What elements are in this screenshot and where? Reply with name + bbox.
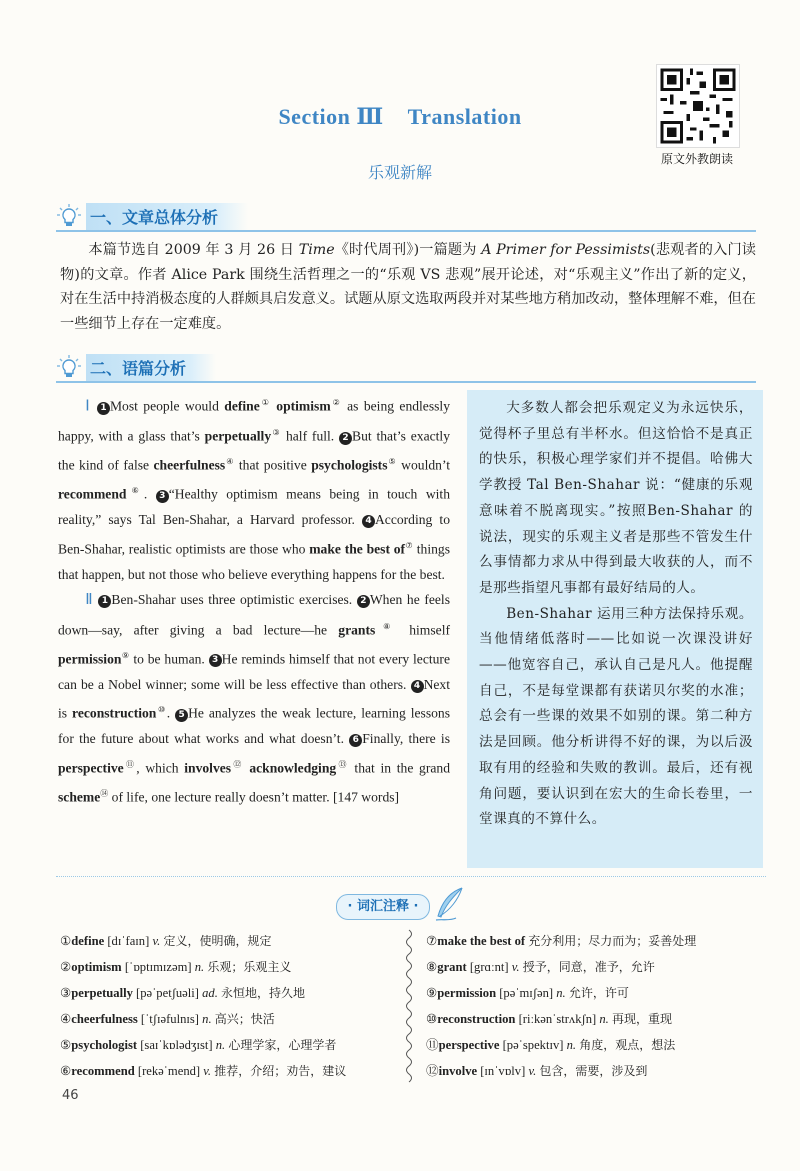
chinese-translation-box <box>467 390 763 868</box>
section-number: Section Ⅲ <box>278 104 384 129</box>
spiral-divider-icon <box>402 928 416 1084</box>
qr-code-icon[interactable] <box>656 64 740 148</box>
vocab-item: ①define [dɪˈfaɪn] v. 定义，使明确，规定 <box>60 934 272 948</box>
section-heading-analysis <box>56 353 756 383</box>
section-topic: Translation <box>407 104 522 129</box>
overview-paragraph: 本篇节选自 2009 年 3 月 26 日 Time《时代周刊》)一篇题为 A Primer for Pessimists(悲观者的入门读物)的文章。作者 Alice Park 围绕生活哲理之一的“乐观 VS 悲观”展开论述，对“乐观主义”作出了新的定义，对在生活中持消极态度的人群颇具启发意义。试题从原文选取两段并对某些地方稍加改动，整体理解不难，但在一些细节上存在一定难度。 <box>60 242 756 332</box>
page-subtitle: 乐观新解 <box>367 163 432 182</box>
paragraph-marker: Ⅱ <box>85 592 94 609</box>
sentence-number: 1 <box>97 402 110 415</box>
sentence-number: 3 <box>209 654 222 667</box>
english-passage <box>58 390 450 810</box>
vocab-item: ⑥recommend [rekəˈmend] v. 推荐，介绍；劝告，建议 <box>60 1064 347 1078</box>
qr-label: 原文外教朗读 <box>660 152 733 166</box>
vocab-item: ⑤psychologist [saɪˈkɒlədʒɪst] n. 心理学家，心理学者 <box>60 1038 337 1052</box>
vocab-item: ⑪perspective [pəˈspektɪv] n. 角度，观点，想法 <box>426 1038 676 1052</box>
sentence-number: 3 <box>156 490 169 503</box>
sentence-number: 2 <box>357 595 370 608</box>
chinese-paragraph-2: Ben-Shahar 运用三种方法保持乐观。当他情绪低落时——比如说一次课没讲好——他宽容自己，承认自己是凡人。他提醒自己，不是每堂课都有获诺贝尔奖的水准；总会有一些课的效果不如别的课。第二种方法是回顾。他分析讲得不好的课，为以后汲取有用的经验和失败的教训。最后，还有视角问题，要认识到在宏大的生命长卷里，一堂课真的不算什么。 <box>479 605 753 828</box>
sentence-number: 1 <box>98 595 111 608</box>
vocab-item: ⑨permission [pəˈmɪʃən] n. 允许，许可 <box>426 986 629 1000</box>
lightbulb-icon <box>56 203 82 229</box>
vocab-item: ⑦make the best of 充分利用；尽力而为；妥善处理 <box>426 934 697 948</box>
divider <box>56 876 766 877</box>
vocab-list-right <box>426 928 771 1084</box>
vocab-item: ⑩reconstruction [riːkənˈstrʌkʃn] n. 再现，重现 <box>426 1012 672 1026</box>
quill-pen-icon <box>432 886 468 924</box>
lightbulb-icon <box>56 354 82 380</box>
chinese-paragraph-1: 大多数人都会把乐观定义为永远快乐，觉得杯子里总有半杯水。但这恰恰不是真正的快乐，积极心理学家们并不提倡。哈佛大学教授 Tal Ben-Shahar 说：“健康的乐观意味着不脱离现实。”按照Ben-Shahar 的说法，现实的乐观主义者是那些不管发生什么事情都力求从中得到最大收获的人，而不是那些指望凡事都有最好结局的人。 <box>479 400 753 596</box>
section-heading-label: 一、文章总体分析 <box>86 203 248 230</box>
page-number: 46 <box>62 1088 79 1103</box>
sentence-number: 4 <box>411 680 424 693</box>
vocab-item: ②optimism [ˈɒptɪmɪzəm] n. 乐观；乐观主义 <box>60 960 292 974</box>
english-paragraph-1: Ⅰ 1 Most people would define① optimism② as being endlessly happy, with a glass that’s perpetually③ half full. 2 But that’s exactly the kind of false cheerfulness④ that positive psychologists⑤ wouldn’t recommend⑥. 3 “Healthy optimism means being in touch with reality,” says Tal Ben-Shahar, a Harvard professor. 4 According to Ben-Shahar, realistic optimists are those who make the best of⑦ things that happen, but not those who believe everything happens for the best. <box>58 398 451 582</box>
vocab-item: ③perpetually [pəˈpetʃuəli] ad. 永恒地，持久地 <box>60 986 306 1000</box>
vocab-heading: · 词汇注释 · <box>336 894 430 920</box>
vocab-list-left <box>60 928 405 1084</box>
sentence-number: 6 <box>349 734 362 747</box>
sentence-number: 4 <box>362 515 375 528</box>
vocab-item: ⑫involve [ɪnˈvɒlv] v. 包含，需要，涉及到 <box>426 1064 648 1078</box>
section-heading-label: 二、语篇分析 <box>86 354 216 381</box>
paragraph-marker: Ⅰ <box>85 398 92 415</box>
sentence-number: 5 <box>175 709 188 722</box>
english-paragraph-2: Ⅱ 1 Ben-Shahar uses three optimistic exercises. 2 When he feels down—say, after giving a bad lecture—he grants⑧ himself permission⑨ to be human. 3 He reminds himself that not every lecture can be a Nobel winner; some will be less effective than others. 4 Next is reconstruction⑩. 5 He analyzes the weak lecture, learning lessons for the future about what works and what doesn’t. 6 Finally, there is perspective⑪, which involves⑫ acknowledging⑬ that in the grand scheme⑭ of life, one lecture really doesn’t matter. [147 words] <box>58 592 451 805</box>
vocab-item: ⑧grant [grɑːnt] v. 授予，同意，准予，允许 <box>426 960 655 974</box>
vocab-item: ④cheerfulness [ˈtʃɪəfulnɪs] n. 高兴；快活 <box>60 1012 275 1026</box>
sentence-number: 2 <box>339 432 352 445</box>
section-heading-overview <box>56 202 756 232</box>
